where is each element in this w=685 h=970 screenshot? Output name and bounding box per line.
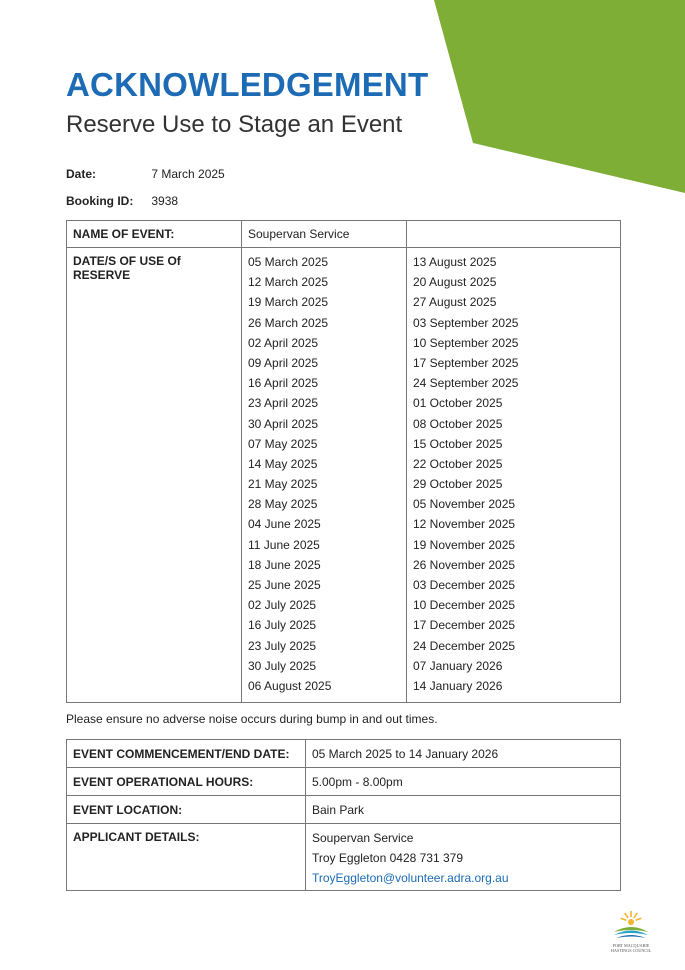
booking-id-label: Booking ID:: [66, 194, 134, 208]
date-entry: 03 December 2025: [413, 578, 516, 592]
date-entry: 02 July 2025: [248, 598, 317, 613]
date-entry: 13 August 2025: [413, 255, 497, 269]
event-dates-column-2: [407, 248, 621, 703]
date-entry: 10 September 2025: [413, 335, 519, 350]
date-entry: 14 January 2026: [413, 678, 503, 693]
date-entry: 19 March 2025: [248, 295, 329, 310]
date-entry: 01 October 2025: [413, 396, 503, 411]
date-entry: 26 March 2025: [248, 315, 329, 330]
noise-note: Please ensure no adverse noise occurs during bump in and out times.: [66, 712, 438, 726]
date-entry: 06 August 2025: [248, 678, 332, 693]
event-name-row: [67, 221, 621, 248]
date-entry: 16 April 2025: [248, 376, 319, 391]
location-row: [67, 796, 621, 824]
date-entry: 08 October 2025: [413, 416, 503, 431]
date-entry: 20 August 2025: [413, 275, 497, 290]
date-entry: 30 April 2025: [248, 416, 319, 431]
event-dates-label: DATE/S OF USE Of RESERVE: [67, 248, 242, 703]
date-entry: 23 April 2025: [248, 396, 319, 411]
logo-text-line-1: PORT MACQUARIE: [612, 943, 650, 948]
date-entry: 29 October 2025: [413, 477, 503, 492]
date-entry: 26 November 2025: [413, 557, 516, 572]
date-entry: 02 April 2025: [248, 335, 319, 350]
booking-id-row: [66, 194, 178, 208]
date-entry: 14 May 2025: [248, 456, 318, 471]
date-value: 7 March 2025: [151, 167, 225, 181]
location-value: Bain Park: [306, 796, 621, 824]
commencement-value: 05 March 2025 to 14 January 2026: [306, 740, 621, 768]
applicant-row: [67, 824, 621, 891]
date-row: [66, 167, 225, 181]
page-title: ACKNOWLEDGEMENT: [66, 66, 429, 103]
date-entry: 12 March 2025: [248, 275, 329, 290]
date-entry: 07 May 2025: [248, 436, 318, 451]
commencement-label: EVENT COMMENCEMENT/END DATE:: [67, 740, 306, 768]
event-name-value: Soupervan Service: [242, 221, 407, 248]
logo-text-line-2: HASTINGS COUNCIL: [610, 948, 652, 953]
event-dates-column-1: [242, 248, 407, 703]
applicant-contact: Troy Eggleton 0428 731 379: [312, 851, 464, 865]
hours-value: 5.00pm - 8.00pm: [306, 768, 621, 796]
date-entry: 17 December 2025: [413, 618, 516, 633]
date-label: Date:: [66, 167, 97, 181]
date-entry: 30 July 2025: [248, 658, 317, 673]
date-entry: 28 May 2025: [248, 497, 318, 512]
hours-row: [67, 768, 621, 796]
date-entry: 17 September 2025: [413, 355, 519, 370]
date-entry: 24 September 2025: [413, 376, 519, 391]
date-entry: 03 September 2025: [413, 315, 519, 330]
date-entry: 05 November 2025: [413, 497, 516, 512]
event-name-label: NAME OF EVENT:: [67, 221, 242, 248]
applicant-details: [306, 824, 621, 891]
event-dates-row: [67, 248, 621, 703]
commencement-row: [67, 740, 621, 768]
event-details-table: [66, 739, 621, 891]
date-entry: 05 March 2025: [248, 255, 329, 269]
date-entry: 24 December 2025: [413, 638, 516, 653]
date-entry: 11 June 2025: [248, 537, 320, 552]
date-entry: 25 June 2025: [248, 578, 321, 592]
hours-label: EVENT OPERATIONAL HOURS:: [67, 768, 306, 796]
date-entry: 07 January 2026: [413, 658, 503, 673]
date-entry: 23 July 2025: [248, 638, 317, 653]
date-entry: 19 November 2025: [413, 537, 516, 552]
date-entry: 04 June 2025: [248, 517, 321, 532]
event-dates-table: [66, 220, 621, 703]
applicant-organisation: Soupervan Service: [312, 831, 414, 845]
applicant-label: APPLICANT DETAILS:: [67, 824, 306, 891]
event-name-empty-cell: [407, 221, 621, 248]
date-entry: 16 July 2025: [248, 618, 317, 633]
page-subtitle: Reserve Use to Stage an Event: [66, 111, 403, 138]
date-entry: 10 December 2025: [413, 598, 516, 613]
applicant-email-link[interactable]: TroyEggleton@volunteer.adra.org.au: [312, 871, 509, 885]
date-entry: 27 August 2025: [413, 295, 497, 310]
location-label: EVENT LOCATION:: [67, 796, 306, 824]
date-entry: 22 October 2025: [413, 456, 503, 471]
date-entry: 18 June 2025: [248, 557, 321, 572]
date-entry: 12 November 2025: [413, 517, 516, 532]
date-entry: 09 April 2025: [248, 355, 319, 370]
booking-id-value: 3938: [151, 194, 179, 208]
date-entry: 15 October 2025: [413, 436, 503, 451]
council-logo-icon: [606, 908, 656, 958]
date-entry: 21 May 2025: [248, 477, 318, 492]
